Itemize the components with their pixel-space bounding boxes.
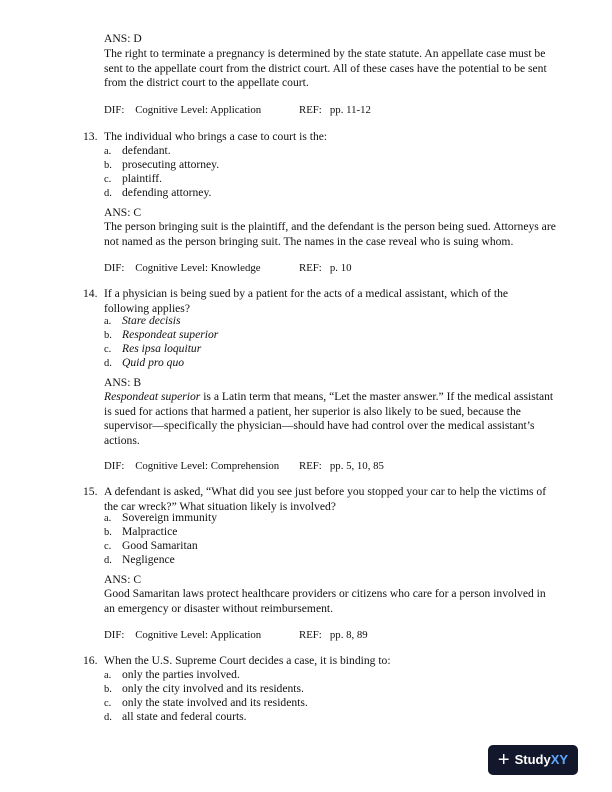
option-letter: d. [104, 555, 112, 566]
option-text: Respondeat superior [122, 328, 219, 341]
option-text: defendant. [122, 144, 171, 157]
option-letter: b. [104, 527, 112, 538]
option-text: prosecuting attorney. [122, 158, 220, 171]
q14-dif: DIF: Cognitive Level: Comprehension [104, 460, 280, 472]
option-letter: a. [104, 513, 112, 524]
option-text: Malpractice [122, 525, 178, 538]
option-letter: c. [104, 541, 112, 552]
option-letter: b. [104, 684, 112, 695]
q14-rationale [104, 390, 558, 448]
q15-answer: ANS: C [104, 573, 142, 586]
q15-option-d [104, 553, 175, 569]
studyxy-logo-badge[interactable] [488, 745, 578, 775]
option-letter: b. [104, 330, 112, 341]
option-text: only the parties involved. [122, 668, 240, 681]
q16-number: 16. [83, 654, 98, 667]
option-text: Res ipsa loquitur [122, 342, 202, 355]
option-letter: c. [104, 174, 112, 185]
q12-rationale: The right to terminate a pregnancy is determined by the state statute. An appellate case must be sent to the appellate court from the district court. All of these cases have the potential to be sent from the district court to the appellate court. [104, 47, 547, 90]
option-letter: c. [104, 698, 112, 709]
q12-answer: ANS: D [104, 32, 142, 45]
q14-meta [104, 459, 384, 474]
q14-number: 14. [83, 287, 98, 300]
q12-meta [104, 103, 371, 118]
option-letter: d. [104, 188, 112, 199]
q15-number: 15. [83, 485, 98, 498]
brand-name-study: Study [514, 751, 551, 767]
option-letter: d. [104, 358, 112, 369]
q15-rationale: Good Samaritan laws protect healthcare providers or citizens who care for a person involved in an emergency or disaster without reimbursement. [104, 587, 546, 615]
option-text: only the city involved and its residents. [122, 682, 304, 695]
q14-ref: REF: pp. 5, 10, 85 [299, 460, 384, 472]
q13-answer: ANS: C [104, 206, 142, 219]
q15-dif: DIF: Cognitive Level: Application [104, 629, 262, 641]
option-letter: c. [104, 344, 112, 355]
q14-rationale-text: is a Latin term that means, “Let the master answer.” If the medical assistant is sued for actions that harmed a patient, her superior is also likely to be sued, because the supervisor—specifically the physician—should have had control over the medical assistant’s actions. [104, 390, 554, 447]
brand-name-xy: XY [550, 751, 569, 767]
q16-option-d [104, 710, 247, 726]
option-text: Quid pro quo [122, 356, 185, 369]
option-text: defending attorney. [122, 186, 212, 199]
q15-ref: REF: pp. 8, 89 [299, 629, 368, 641]
q13-meta [104, 261, 352, 276]
q15-stem: A defendant is asked, “What did you see just before you stopped your car to help the victims of the car wreck?” What situation likely is involved? [104, 485, 547, 513]
q13-rationale: The person bringing suit is the plaintiff, and the defendant is the person being sued. Attorneys are not named as the person bringing suit. The names in the case reveal who is suing whom. [104, 220, 556, 248]
plus-icon: + [497, 749, 510, 771]
q16-stem: When the U.S. Supreme Court decides a case, it is binding to: [104, 654, 391, 667]
option-text: plaintiff. [122, 172, 163, 185]
q14-option-d [104, 356, 184, 372]
q12-dif: DIF: Cognitive Level: Application [104, 104, 262, 116]
option-letter: d. [104, 712, 112, 723]
q13-number: 13. [83, 130, 98, 143]
q12-ref: REF: pp. 11-12 [299, 104, 371, 116]
option-letter: a. [104, 146, 112, 157]
brand-name [515, 753, 568, 768]
option-text: Negligence [122, 553, 175, 566]
q13-ref: REF: p. 10 [299, 262, 352, 274]
option-text: Sovereign immunity [122, 511, 217, 524]
q13-dif: DIF: Cognitive Level: Knowledge [104, 262, 261, 274]
q14-answer: ANS: B [104, 376, 142, 389]
option-letter: a. [104, 670, 112, 681]
q14-stem: If a physician is being sued by a patient for the acts of a medical assistant, which of the following applies? [104, 287, 509, 315]
option-text: Good Samaritan [122, 539, 198, 552]
q15-meta [104, 628, 368, 643]
option-text: only the state involved and its residents. [122, 696, 308, 709]
option-text: Stare decisis [122, 314, 181, 327]
q13-option-d [104, 186, 211, 202]
option-text: all state and federal courts. [122, 710, 247, 723]
option-letter: a. [104, 316, 112, 327]
q13-stem: The individual who brings a case to court is the: [104, 130, 328, 143]
option-letter: b. [104, 160, 112, 171]
q14-rationale-term: Respondeat superior [104, 390, 201, 403]
